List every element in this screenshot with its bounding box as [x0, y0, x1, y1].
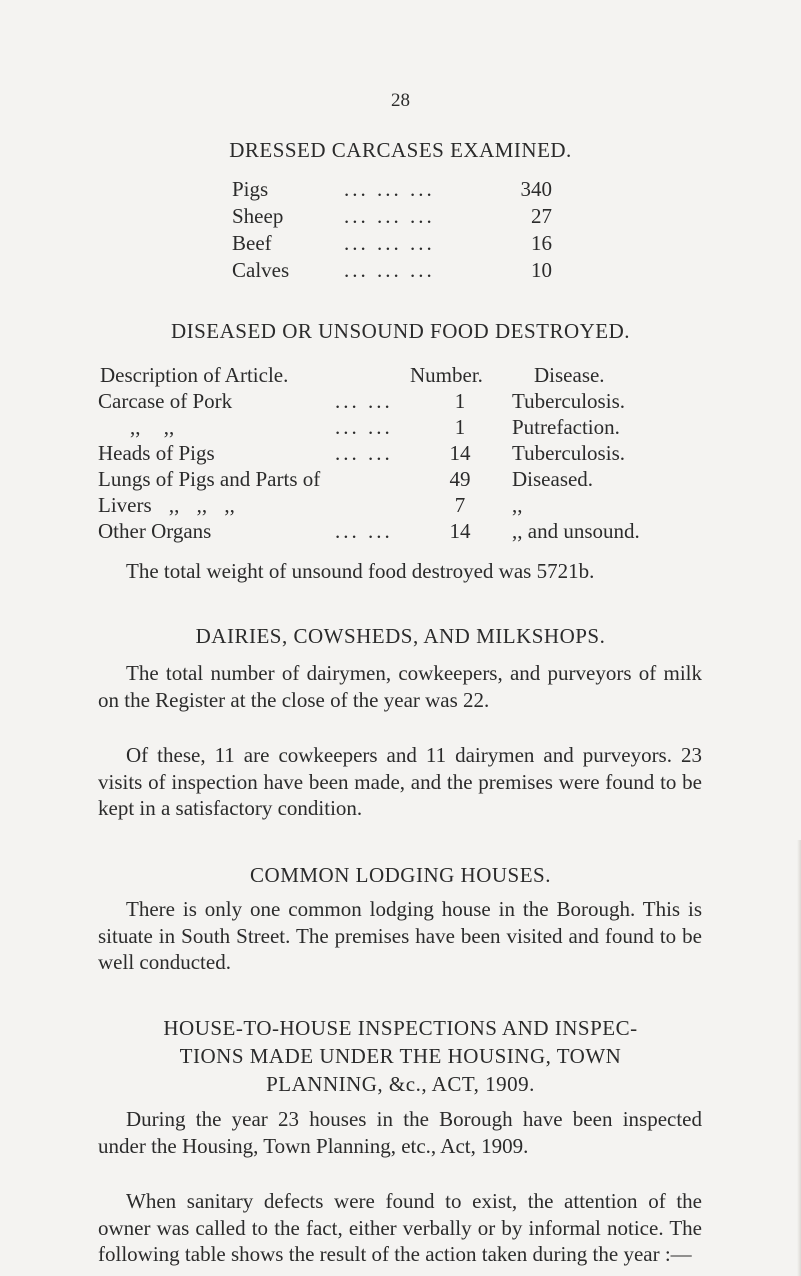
- table-row: [0, 519, 801, 547]
- number-cell: 1: [454, 389, 466, 413]
- carcase-label: Calves: [232, 258, 290, 282]
- list-item: [0, 231, 801, 259]
- paragraph-text: The total number of dairymen, cowkeepers, and purveyors of milk on the Register at the close of the year was 22.: [98, 661, 702, 712]
- article-cell: ,, ,,: [130, 415, 175, 439]
- lodging-houses-heading: COMMON LODGING HOUSES.: [250, 863, 551, 887]
- disease-cell: ,, and unsound.: [512, 519, 640, 543]
- carcase-label: Pigs: [232, 177, 269, 201]
- carcase-label: Beef: [232, 231, 272, 255]
- dairies-paragraph-2: [98, 742, 702, 822]
- leader-dots: ... ...: [335, 519, 393, 543]
- carcase-label: Sheep: [232, 204, 284, 228]
- article-cell: Lungs of Pigs and Parts of: [98, 467, 321, 491]
- paragraph-text: Of these, 11 are cowkeepers and 11 dairymen and purveyors. 23 visits of inspection have been made, and the premises were found to be kept in a satisfactory condition.: [98, 743, 702, 820]
- number-cell: 7: [454, 493, 466, 517]
- article-cell: Heads of Pigs: [98, 441, 215, 465]
- house-inspections-heading-line-2: TIONS MADE UNDER THE HOUSING, TOWN: [179, 1044, 622, 1068]
- leader-dots: ... ... ...: [344, 231, 435, 255]
- disease-cell: Tuberculosis.: [512, 389, 625, 413]
- article-cell: Carcase of Pork: [98, 389, 233, 413]
- dairies-paragraph-1: [98, 660, 702, 713]
- number-cell: 49: [449, 467, 471, 491]
- dressed-carcases-heading: DRESSED CARCASES EXAMINED.: [229, 138, 572, 162]
- leader-dots: ... ... ...: [344, 258, 435, 282]
- leader-dots: ... ...: [335, 441, 393, 465]
- paragraph-text: During the year 23 houses in the Borough have been inspected under the Housing, Town Planning, etc., Act, 1909.: [98, 1107, 702, 1158]
- leader-dots: ... ...: [335, 389, 393, 413]
- disease-cell: Diseased.: [512, 467, 594, 491]
- number-cell: 1: [454, 415, 466, 439]
- dairies-heading: DAIRIES, COWSHEDS, AND MILKSHOPS.: [195, 624, 606, 648]
- house-inspections-heading-line-3: PLANNING, &c., ACT, 1909.: [266, 1072, 535, 1096]
- leader-dots: ... ... ...: [344, 177, 435, 201]
- carcase-count: 27: [531, 204, 552, 228]
- page-edge-shadow: [797, 840, 801, 1276]
- diseased-food-heading: DISEASED OR UNSOUND FOOD DESTROYED.: [170, 319, 631, 343]
- table-row: [0, 389, 801, 417]
- table-header: [0, 363, 801, 391]
- number-cell: 14: [449, 519, 471, 543]
- list-item: [0, 258, 801, 286]
- article-cell: Other Organs: [98, 519, 212, 543]
- table-row: [0, 415, 801, 443]
- list-item: [0, 204, 801, 232]
- number-cell: 14: [449, 441, 471, 465]
- article-cell: Livers ,, ,, ,,: [98, 493, 235, 517]
- carcase-count: 10: [531, 258, 552, 282]
- column-header-number: Number.: [410, 363, 483, 387]
- page-number: 28: [391, 90, 410, 111]
- table-row: [0, 493, 801, 521]
- total-weight-value: The total weight of unsound food destroyed was 5721b.: [126, 559, 595, 583]
- disease-cell: ,,: [512, 493, 523, 517]
- lodging-houses-paragraph: [98, 896, 702, 976]
- leader-dots: ... ... ...: [344, 204, 435, 228]
- total-weight-text: [98, 558, 702, 585]
- table-row: [0, 441, 801, 469]
- house-inspections-heading-line-1: HOUSE-TO-HOUSE INSPECTIONS AND INSPEC-: [163, 1016, 638, 1040]
- carcase-count: 16: [531, 231, 552, 255]
- paragraph-text: When sanitary defects were found to exist, the attention of the owner was called to the fact, either verbally or by informal notice. The following table shows the result of the action taken during the year :—: [98, 1189, 702, 1266]
- paragraph-text: There is only one common lodging house in the Borough. This is situate in South Street. The premises have been visited and found to be well conducted.: [98, 897, 702, 974]
- column-header-disease: Disease.: [534, 363, 605, 387]
- leader-dots: ... ...: [335, 415, 393, 439]
- disease-cell: Putrefaction.: [512, 415, 620, 439]
- list-item: [0, 177, 801, 205]
- disease-cell: Tuberculosis.: [512, 441, 625, 465]
- column-header-article: Description of Article.: [100, 363, 289, 387]
- house-inspections-paragraph-1: [98, 1106, 702, 1159]
- carcase-count: 340: [520, 177, 552, 201]
- table-row: [0, 467, 801, 495]
- house-inspections-paragraph-2: [98, 1188, 702, 1268]
